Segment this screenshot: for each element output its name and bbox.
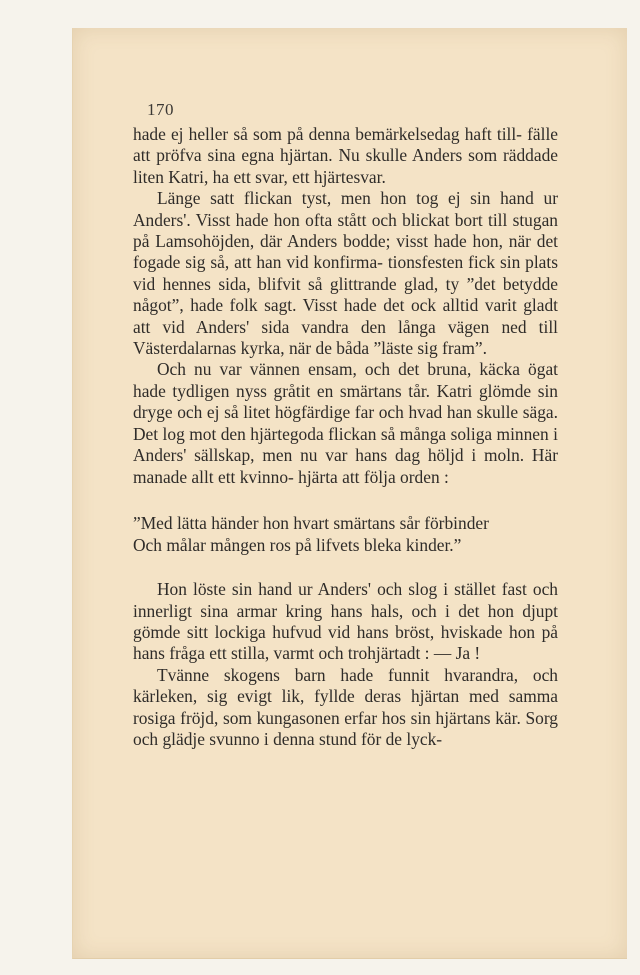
verse-line: Och målar mången ros på lifvets bleka kinder.”: [133, 534, 462, 555]
paragraph: Hon löste sin hand ur Anders' och slog i stället fast och innerligt sina armar kring hans hals, och i det hon djupt gömde sitt lockiga hufvud vid hans bröst, hviskade hon på hans fråga ett stilla, varmt och trohjärtadt : — Ja !: [133, 579, 558, 664]
verse-line: ”Med lätta händer hon hvart smärtans sår förbinder: [133, 512, 489, 533]
paragraph: Länge satt flickan tyst, men hon tog ej sin hand ur Anders'. Visst hade hon ofta stått och blickat bort till stugan på Lamsohöjden, där Anders bodde; visst hade hon, när det fogade sig så, att han vid konfirma- tionsfesten fick sin plats vid hennes sida, blifvit så glittrande glad, ty ”det betydde något”, hade folk sagt. Visst hade det ock alltid varit gladt att vid Anders' sida vandra den långa vägen ned till Västerdalarnas kyrka, när de båda ”läste sig fram”.: [133, 188, 558, 359]
paragraph: Och nu var vännen ensam, och det bruna, käcka ögat hade tydligen nyss gråtit en smärtans tår. Katri glömde sin dryge och ej så litet högfärdige far och hvad han skulle säga. Det log mot den hjärtegoda flickan så många soliga minnen i Anders' sällskap, men nu var hans dag höljd i moln. Här manade allt ett kvinno- hjärta att följa orden :: [133, 359, 558, 487]
verse-quote: [133, 513, 558, 556]
paragraph: Tvänne skogens barn hade funnit hvarandra, och kärleken, sig evigt lik, fyllde deras hjärtan med samma rosiga fröjd, som kungasonen erfar hos sin hjärtans kär. Sorg och glädje svunno i denna stund för de lyck-: [133, 664, 558, 749]
page-number: 170: [147, 100, 174, 119]
paragraph-continuation: hade ej heller så som på denna bemärkelsedag haft till- fälle att pröfva sina egna hjärtan. Nu skulle Anders som räddade liten Katri, ha ett svar, ett hjärtesvar.: [133, 124, 558, 187]
page-text: [133, 124, 558, 750]
